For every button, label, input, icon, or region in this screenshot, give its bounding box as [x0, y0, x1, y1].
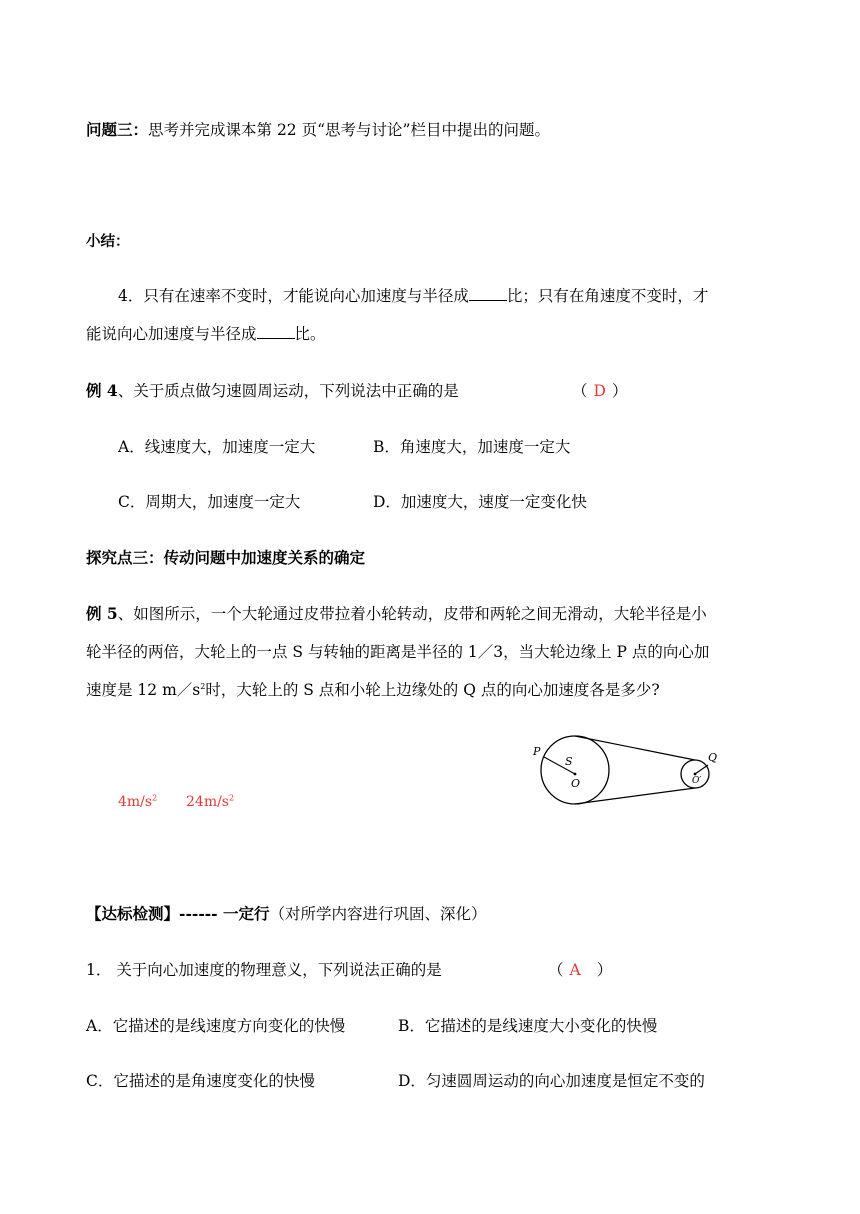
check-1-option-c: C．它描述的是角速度变化的快慢	[86, 1072, 315, 1090]
example-4	[86, 381, 459, 401]
example-4-option-c: C．周期大，加速度一定大	[118, 493, 301, 511]
example-4-label: 例 4	[86, 381, 118, 400]
example-4-question: 、关于质点做匀速圆周运动，下列说法中正确的是	[117, 382, 459, 400]
summary-line-2: 能说向心加速度与半径成 比。	[86, 325, 326, 343]
example-5-line-1: 例 5、如图所示，一个大轮通过皮带拉着小轮转动，皮带和两轮之间无滑动，大轮半径是小	[86, 604, 707, 623]
check-heading: 【达标检测】------ 一定行（对所学内容进行巩固、深化）	[86, 904, 487, 923]
example-5-line-3: 速度是 12 $m/s^2$时，大轮上的 S 点和小轮上边缘处的 Q 点的向心加速度各是多少?	[86, 681, 660, 699]
label-p: P	[533, 745, 541, 758]
summary-line-1: 4．只有在速率不变时，才能说向心加速度与半径成 比；只有在角速度不变时，才	[118, 287, 709, 305]
check-question-1-answer: （ A ）	[548, 961, 613, 979]
check-1-option-d: D．匀速圆周运动的向心加速度是恒定不变的	[398, 1072, 705, 1090]
blank-1	[469, 286, 507, 301]
check-1-option-b: B．它描述的是线速度大小变化的快慢	[398, 1017, 658, 1035]
summary-label: 小结：	[86, 233, 130, 250]
example-4-option-b: B．角速度大，加速度一定大	[373, 438, 571, 456]
blank-2	[257, 324, 295, 339]
large-wheel	[541, 736, 609, 804]
example-4-answer-letter: D	[593, 382, 606, 400]
example-5-answer-q: $24m/s^2$	[186, 793, 235, 810]
example-5-line-2: 轮半径的两倍，大轮上的一点 S 与转轴的距离是半径的 1／3，当大轮边缘上 P 点的向心加	[86, 643, 710, 661]
belt-drive-diagram	[528, 733, 728, 813]
belt-bottom	[575, 788, 695, 804]
check-question-1: 1． 关于向心加速度的物理意义，下列说法正确的是	[86, 961, 442, 979]
check-1-option-a: A．它描述的是线速度方向变化的快慢	[86, 1017, 346, 1035]
label-o: O	[571, 777, 581, 790]
belt-top	[575, 736, 695, 760]
example-5-label: 例 5	[86, 604, 118, 623]
label-s: S	[565, 755, 573, 768]
example-4-option-d: D．加速度大，速度一定变化快	[373, 493, 587, 511]
question-3	[86, 120, 550, 140]
question-3-label: 问题三：	[86, 120, 149, 139]
center-o	[574, 773, 577, 776]
check-question-1-answer-letter: A	[569, 961, 581, 979]
section-heading-point-3: 探究点三：传动问题中加速度关系的确定	[86, 548, 366, 567]
example-4-answer: （ D ）	[572, 382, 628, 400]
label-q: Q	[708, 751, 718, 764]
center-o2	[694, 773, 697, 776]
example-4-option-a: A．线速度大，加速度一定大	[118, 438, 316, 456]
question-3-text: 思考并完成课本第 22 页“思考与讨论”栏目中提出的问题。	[148, 121, 550, 139]
radius-oq	[695, 765, 708, 774]
example-5-answer-s: $4m/s^2$	[118, 793, 158, 810]
label-o-prime: O′	[692, 776, 702, 786]
